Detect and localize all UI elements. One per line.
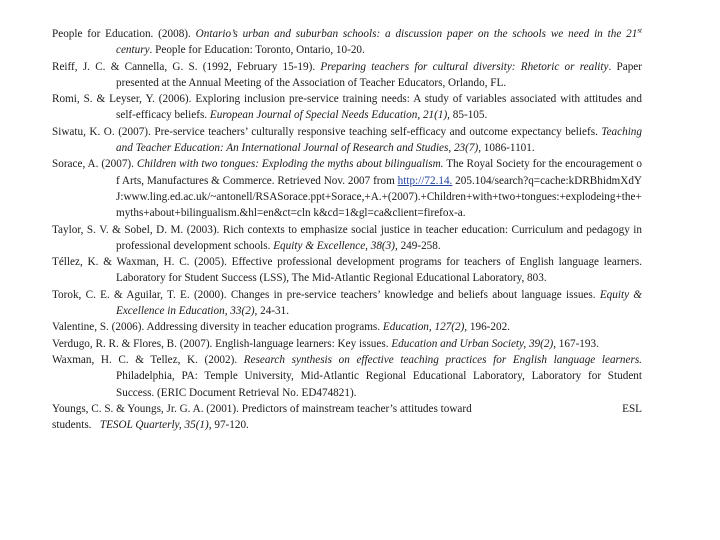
ref-title: Teaching and Teacher Education: An International Journal of Research and Studies, 23(7), — [116, 125, 642, 155]
ref-title: Preparing teachers for cultural diversity: Rhetoric or reality — [320, 60, 609, 73]
ref-text: students. — [52, 419, 100, 432]
ref-text: 97-120. — [211, 419, 249, 432]
reference-entry — [52, 336, 642, 352]
reference-entry — [52, 91, 642, 124]
ref-title: Research synthesis on effective teaching practices for English language learners. — [243, 353, 642, 366]
ref-title: Ontario’s urban and suburban schools: a discussion paper on the schools we need in the 21 — [195, 28, 638, 40]
ref-title-superscript: st — [637, 26, 642, 35]
ref-text: Philadelphia, PA: Temple University, Mid-Atlantic Regional Educational Laboratory, Laboratory for Student Success. (ERIC Document Retrieval No. ED474821). — [116, 370, 642, 399]
ref-text: Youngs, C. S. & Youngs, Jr. G. A. (2001). Predictors of mainstream teacher’s attitudes toward — [52, 402, 472, 415]
ref-text: Verdugo, R. R. & Flores, B. (2007). English-language learners: Key issues. — [52, 337, 392, 350]
ref-title: Equity & Excellence in Education, 33(2), — [116, 288, 643, 318]
ref-title: European Journal of Special Needs Education, 21(1), — [209, 109, 450, 122]
ref-line — [52, 401, 642, 417]
ref-text: The Royal Society for the encouragement of Arts, Manufactures & Commerce. Retrieved Nov. 2007 from — [116, 158, 642, 187]
ref-text: 196-202. — [467, 321, 510, 334]
ref-text: 249-258. — [397, 239, 441, 252]
reference-entry — [52, 156, 642, 221]
ref-text: Siwatu, K. O. (2007). Pre-service teachers’ culturally responsive teaching self-efficacy and outcome expectancy beliefs. — [52, 125, 602, 138]
ref-title: Education, 127(2), — [382, 321, 468, 334]
ref-text: 85-105. — [449, 109, 488, 122]
ref-text: Valentine, S. (2006). Addressing diversity in teacher education programs. — [52, 321, 383, 334]
ref-text: People for Education. (2008). — [52, 28, 196, 40]
ref-text: . Paper presented at the Annual Meeting of the Association of Teacher Educators, Orlando, FL. — [116, 60, 642, 89]
reference-entry — [52, 26, 642, 59]
reference-entry — [52, 401, 642, 434]
ref-text: Téllez, K. & Waxman, H. C. (2005). Effective professional development programs for teachers of English language learners. Laboratory for Student Success (LSS), The Mid-Atlantic Regional Educational Laboratory, 803. — [52, 256, 642, 285]
ref-text: Taylor, S. V. & Sobel, D. M. (2003). Rich contexts to emphasize social justice in teacher education: Curriculum and pedagogy in professional development schools. — [52, 223, 642, 252]
ref-url-link[interactable]: http://72.14. — [397, 174, 453, 187]
ref-text: . People for Education: Toronto, Ontario, 10-20. — [149, 44, 365, 57]
ref-title: Equity & Excellence, 38(3), — [273, 239, 398, 252]
ref-text: 167-193. — [556, 337, 599, 350]
ref-title: century — [116, 44, 150, 57]
reference-list — [52, 26, 642, 433]
ref-title: Education and Urban Society, 39(2), — [391, 337, 556, 350]
ref-text: 205.104/search?q=cache:kDRBhidmXdYJ:www.ling.ed.ac.uk/~antonell/RSASorace.ppt+Sorace,+A.+(2007).+Children+with+two+tongues:+explodeing+the+myths+about+bilingualism.&hl=en&ct=cln k&cd=1&gl=ca&client=firefox-a. — [116, 174, 643, 220]
ref-text: Torok, C. E. & Aguilar, T. E. (2000). Changes in pre-service teachers’ knowledge and beliefs about language issues. — [52, 288, 600, 301]
ref-text: Sorace, A. (2007). — [52, 158, 137, 171]
reference-entry — [52, 287, 642, 320]
reference-entry — [52, 319, 642, 335]
reference-entry — [52, 59, 642, 92]
reference-entry — [52, 352, 642, 401]
ref-text: Reiff, J. C. & Cannella, G. S. (1992, February 15-19). — [52, 60, 321, 73]
ref-text: ESL — [622, 402, 642, 415]
ref-line — [52, 417, 642, 433]
reference-entry — [52, 222, 642, 255]
ref-text: 24-31. — [257, 305, 290, 318]
ref-title: TESOL Quarterly, 35(1), — [99, 419, 212, 432]
ref-text: Romi, S. & Leyser, Y. (2006). Exploring inclusion pre-service training needs: A study of variables associated with attitudes and self-efficacy beliefs. — [52, 93, 642, 122]
reference-entry — [52, 254, 642, 287]
ref-title: Children with two tongues: Exploding the myths about bilingualism. — [136, 158, 444, 171]
ref-text: Waxman, H. C. & Tellez, K. (2002). — [52, 353, 244, 366]
ref-text: 1086-1101. — [481, 142, 535, 155]
reference-entry — [52, 124, 642, 157]
